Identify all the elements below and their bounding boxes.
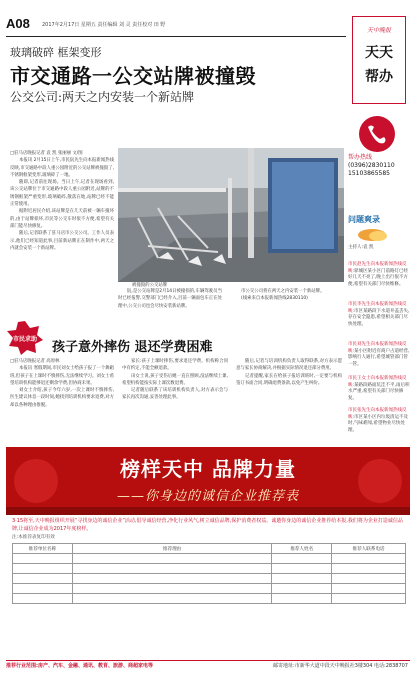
photo-caption: 被撞毁的公交站牌 [132,283,168,288]
paragraph: 家长:孩子上课时摔伤,要求退还学费。机构称合同中有约定,不能全额退款。 [122,359,228,372]
form-cell[interactable] [272,574,332,584]
form-cell[interactable] [13,594,73,604]
header-rule [6,36,346,37]
form-cell[interactable] [13,554,73,564]
help-section-header [348,214,410,250]
ad-intro: 3·15将至,天中晚报组织开展“寻找身边的诚信企业”活动,倡导诚信经营,净化行业风气,树立诚信品牌,保护消费者权益。诚邀你身边的诚信企业推荐给本报,我们将为企业打造诚信品牌,让诚信企业成为2017年度榜样。 [12,518,403,532]
story-headline: 市交通路一公交站牌被撞毁 [10,64,256,88]
paragraph: 记者随后联系了该培训机构负责人,对方表示会与家长再次沟通,妥善处理此事。 [122,388,228,401]
paragraph: 记者提醒,家长在给孩子报培训班时,一定要与机构签订书面合同,明确退费条款,以免产生纠纷。 [236,373,342,386]
paragraph: 随后,记者联系了驻马店市公交公司。工作人员表示,他们已经知道此事,目前新站牌正在制作中,两天之内就会安装一个新站牌。 [10,231,114,251]
story2-column-3 [236,358,342,444]
help-item [348,342,410,368]
story-column-4 [232,288,342,318]
form-cell[interactable] [13,574,73,584]
form-cell[interactable] [72,554,271,564]
form-cell[interactable] [72,594,271,604]
help-section-title: 问题爽录 [348,214,380,224]
table-header: 推荐人姓名 [272,544,332,554]
form-cell[interactable] [13,584,73,594]
brand-title-line2: 帮办 [365,69,393,85]
table-row [13,564,406,574]
news-photo [118,148,344,282]
table-header: 推荐单位名称 [13,544,73,554]
helpline-phone-2: 15103865585 [348,170,390,177]
recommendation-form-table [12,543,406,604]
ad-footer-industries: 推荐行业范围:房产、汽车、金融、通讯、教育、旅游、商超家电等 [6,663,154,669]
ad-footer [6,660,410,672]
table-header-row [13,544,406,554]
story-subheadline: 公交公司:两天之内安装一个新站牌 [10,90,195,104]
form-cell[interactable] [72,574,271,584]
helpline-phone-1: (0396)2830110 [348,162,395,169]
help-item-head: 市民张先生向本报新闻热线反映: [348,408,407,420]
paragraph: 随后,记者与培训机构负责人取得联系,对方表示愿意与家长协商解决,并根据实际情况退还部分费用。 [236,359,342,372]
form-cell[interactable] [332,574,406,584]
ad-banner [6,447,410,515]
story2-headline: 孩子意外摔伤 退还学费困难 [52,340,213,355]
table-row [13,584,406,594]
ad-note: 注:本推荐表复印有效 [12,535,55,540]
helpline-numbers [348,154,410,178]
brand-title-line1: 天天 [365,45,393,61]
brand-small-label: 天中晚报 [366,27,391,34]
form-cell[interactable] [332,564,406,574]
form-cell[interactable] [272,594,332,604]
column-brand-box [352,16,406,104]
speech-bubble-icon [354,227,394,243]
paragraph: 随即,记者前往现场。当日上午,记者在现场看到,该公交站牌位于市交通路中段人重公园附近,站牌的不锈钢框架严重变形,玻璃破碎,散落在地,站牌已经不能正常使用。 [10,180,114,208]
page-number: A08 [6,16,30,31]
story-kicker: 玻璃破碎 框架变形 [10,46,102,59]
form-cell[interactable] [332,554,406,564]
table-row [13,574,406,584]
story2-column-1 [10,358,114,444]
help-item [348,376,410,402]
helpline-badge [348,114,406,154]
story-column-3 [118,288,222,318]
paragraph: 阮,是公交站牌是2月14日被撞损的,车辆驾驶员当时已经报警,交警部门已经介入,目前一辆面包车正在处理中,公交公司也会尽快安装新站牌。 [118,289,222,309]
help-item [348,262,410,288]
story-byline: □驻马店晚报记者 袁 凯 张丽丽 文/图 [10,151,83,156]
help-item-head: 市民刘先生向本报新闻热线反映: [348,342,407,354]
stamp-label: 市民求助 [12,336,37,343]
ad-subtitle: ——你身边的诚信企业推荐表 [116,489,299,504]
story-column-1 [10,150,114,318]
help-item-body: 驿城区某小区门前路灯已经好几天不亮了,晚上出行很不方便,希望有关部门尽快维修。 [348,268,409,287]
paragraph: 本报讯 2月15日上午,市民阮先生向本报新闻热线反映,市交通路中段人重公园附近的公交站牌被撞毁了,不锈钢框架变形,玻璃碎了一地。 [10,158,114,178]
table-row [13,554,406,564]
form-cell[interactable] [72,584,271,594]
help-item [348,408,410,434]
form-cell[interactable] [72,564,271,574]
story2-byline: □驻马店晚报记者 高原林 [10,359,60,364]
form-cell[interactable] [272,584,332,594]
help-item-body: 市区某路段下水道井盖丢失,存在安全隐患,希望相关部门尽快处理。 [348,308,410,327]
dateline: 2017年2月17日 星期五 责任编辑 刘 灵 责任校对 田 野 [42,22,166,28]
paragraph: 据附近居民介绍,该站牌是在几天前被一辆车撞坏的,由于站牌损坏,市民等公交车时很不方便,希望有关部门能尽快修复。 [10,209,114,229]
form-cell[interactable] [272,564,332,574]
helpline-label: 帮办热线 [348,154,373,161]
story2-column-2 [122,358,228,444]
help-item-head: 市民赵先生向本报新闻热线反映: [348,262,407,274]
help-item-head: 市民李先生向本报新闻热线反映: [348,302,407,314]
help-item-body: 某小区附近有商户占道经营,影响行人通行,希望城管部门管一管。 [348,348,410,367]
table-header: 推荐理由 [72,544,271,554]
help-item-body: 市区某小区内垃圾清运不及时,气味难闻,希望物业尽快处理。 [348,414,409,433]
help-item-body: 某路段路面坑洼不平,雨后积水严重,希望有关部门尽快修复。 [348,382,410,401]
help-section-editor: 主持人:袁 凯 [348,245,374,250]
paragraph: 市公交公司将在两天之内安装一个新站牌。 [241,289,325,294]
table-row [13,594,406,604]
help-item [348,302,410,328]
paragraph: (线索来自本报新闻热线2830110) [241,296,308,302]
paragraph: 刘女士介绍,孩子今年六岁,一次上课时不慎摔伤,医生建议休息一段时间,她找到培训机构要求退费,对方却以各种理由推脱。 [10,388,114,408]
citizen-help-stamp [6,320,44,356]
ad-footer-address: 邮寄地址:市新华大道中段天中晚报社3楼304 电话:2838707 [273,663,408,669]
ad-title: 榜样天中 品牌力量 [120,457,296,481]
bus-stop-photo-image [118,148,344,282]
phone-icon [348,114,406,154]
form-cell[interactable] [332,584,406,594]
form-cell[interactable] [272,554,332,564]
paragraph: 田女士说,孩子受伤后她一直在照顾,没法继续上课,希望机构能按实际上课次数退费。 [122,373,228,386]
table-header: 推荐人联系电话 [332,544,406,554]
form-cell[interactable] [13,564,73,574]
form-cell[interactable] [332,594,406,604]
paragraph: 本报讯 寒假期间,市民刘女士给孩子报了一个舞蹈班,但孩子在上课时不慎摔伤,无法继续学习。刘女士希望培训机构能够退还剩余学费,但协商未果。 [10,366,114,386]
help-item-head: 市民王女士向本报新闻热线反映: [348,376,407,388]
